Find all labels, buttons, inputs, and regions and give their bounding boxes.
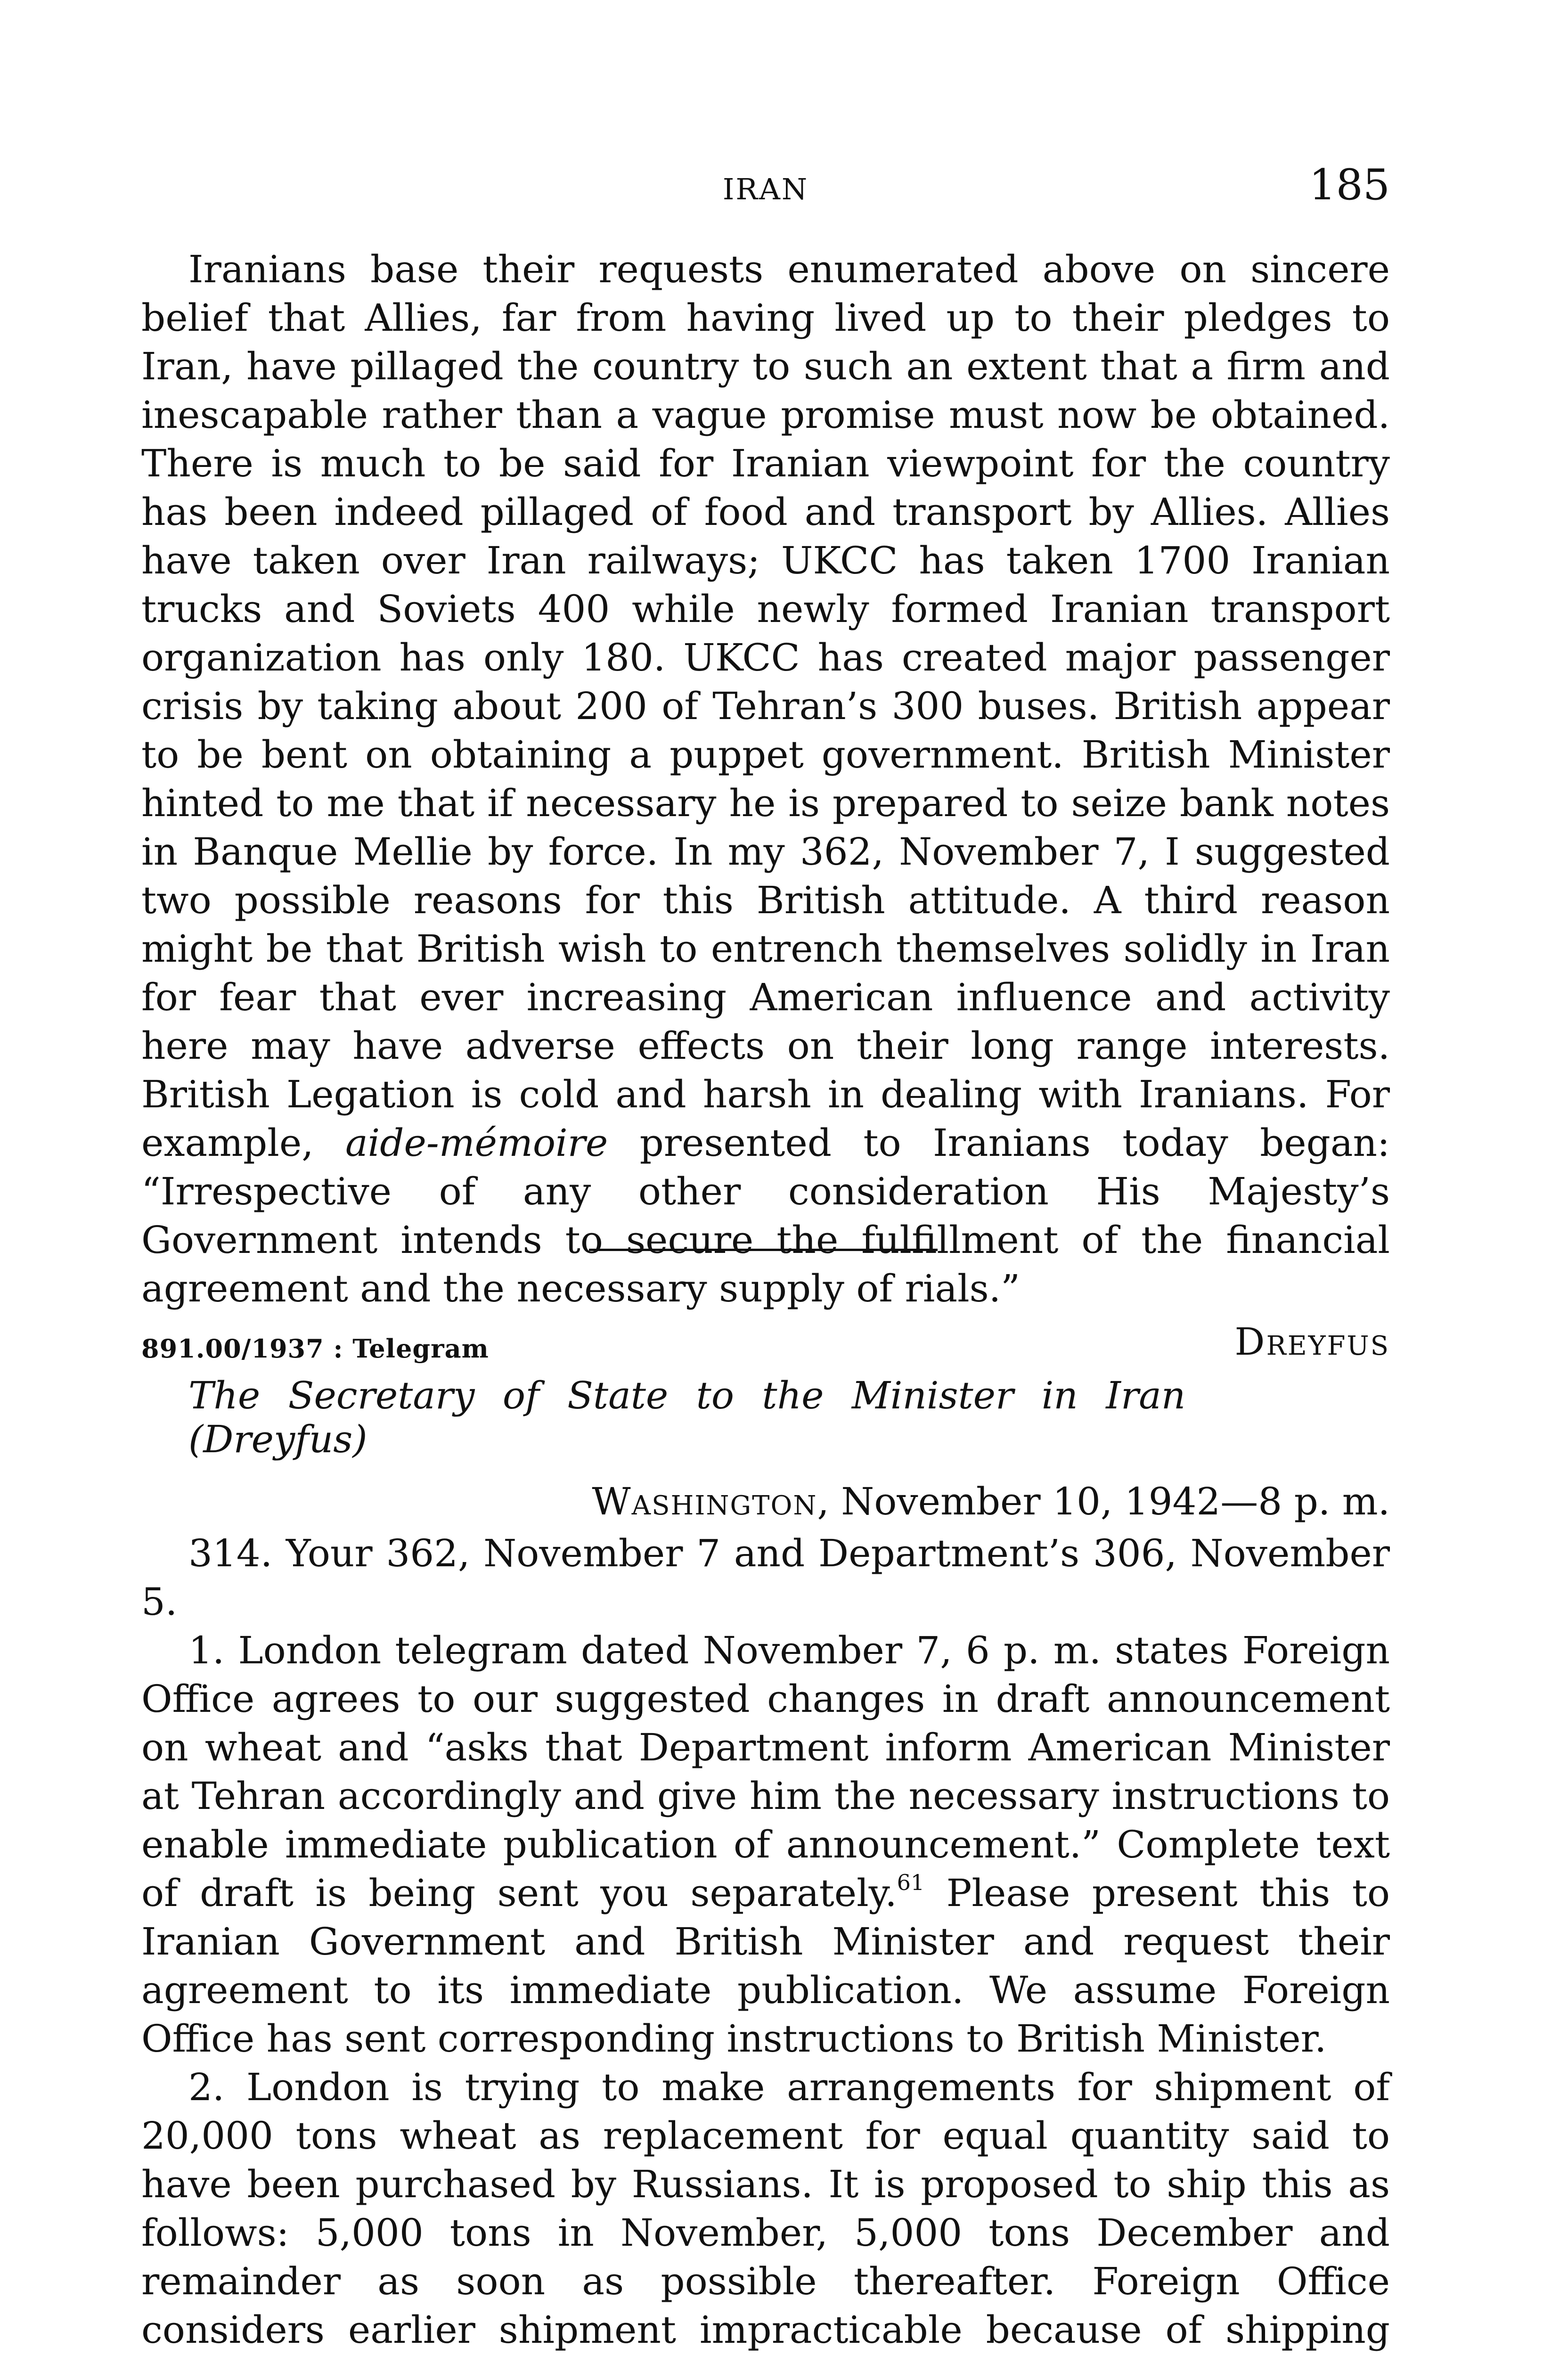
paragraph-2: 2. London is trying to make arrangements for shipment of 20,000 tons wheat as replacement for equal quantity said to have been purchased by Russians. It is proposed to ship this as follows: 5,000 tons in November, 5,000 tons December and remainder as soon as possible thereafter. Foreign Office considers earlier shipment impracticable because of shipping	[141, 2065, 1390, 2352]
running-head	[141, 160, 1390, 217]
continuation-text	[141, 245, 1390, 1366]
dateline-date: , November 10, 1942—8 p. m.	[817, 1480, 1390, 1523]
paragraph-text: Iranians base their requests enumerated above on sincere belief that Allies, far from having lived up to their pledges to Iran, have pillaged the country to such an extent that a firm and inescapable rather than a vague promise must now be obtained. There is much to be said for Iranian viewpoint for the country has been indeed pillaged of food and transport by Allies. Allies have taken over Iran railways; UKCC has taken 1700 Iranian trucks and Soviets 400 while newly formed Iranian transport organization has only 180. UKCC has created major passenger crisis by taking about 200 of Tehran’s 300 buses. British appear to be bent on obtaining a puppet government. British Minister hinted to me that if necessary he is prepared to seize bank notes in Banque Mellie by force. In my 362, November 7, I suggested two possible reasons for this British attitude. A third reason might be that British wish to entrench themselves solidly in Iran for fear that ever increasing American influence and activity here may have adverse effects on their long range interests. British Legation is cold and harsh in dealing with Iranians. For example,	[141, 247, 1390, 1165]
signature: Dreyfus	[1234, 1320, 1390, 1364]
paragraph-1-text-cont: Please present this to Iranian Government and British Minister and request their agreement to its immediate publication. We assume Foreign Office has sent corresponding instructions to British Minister.	[141, 1871, 1390, 2061]
footnote-marker: 61	[897, 1870, 925, 1895]
paragraph-1-text: 1. London telegram dated November 7, 6 p. m. states Foreign Office agrees to our suggested changes in draft announcement on wheat and “asks that Department inform American Minister at Tehran accordingly and give him the necessary instructions to enable immediate publication of announcement.” Complete text of draft is being sent you separately.	[141, 1628, 1390, 1915]
paragraph-1	[141, 1626, 1390, 2063]
paragraph-text-end: presented to Iranians today began: “Irrespective of any other consideration His Majesty’s Government intends to secure the fulfillment of the financial agreement and the necessary supply of rials.”	[141, 1121, 1390, 1310]
telegram-body	[141, 1529, 1390, 2356]
dateline-place: Washington	[592, 1480, 817, 1523]
running-title: IRAN	[722, 172, 809, 206]
continuation-paragraph	[141, 245, 1390, 1313]
dateline	[592, 1480, 1390, 1523]
file-reference: 891.00/1937 : Telegram	[141, 1333, 489, 1364]
section-divider	[589, 1249, 938, 1251]
paragraph-314: 314. Your 362, November 7 and Department’s 306, November 5.	[141, 1531, 1390, 1624]
paragraph-italic-term: aide-mémoire	[345, 1121, 608, 1165]
page-number: 185	[1309, 160, 1390, 210]
document-title: The Secretary of State to the Minister in Iran (Dreyfus)	[188, 1374, 1186, 1461]
